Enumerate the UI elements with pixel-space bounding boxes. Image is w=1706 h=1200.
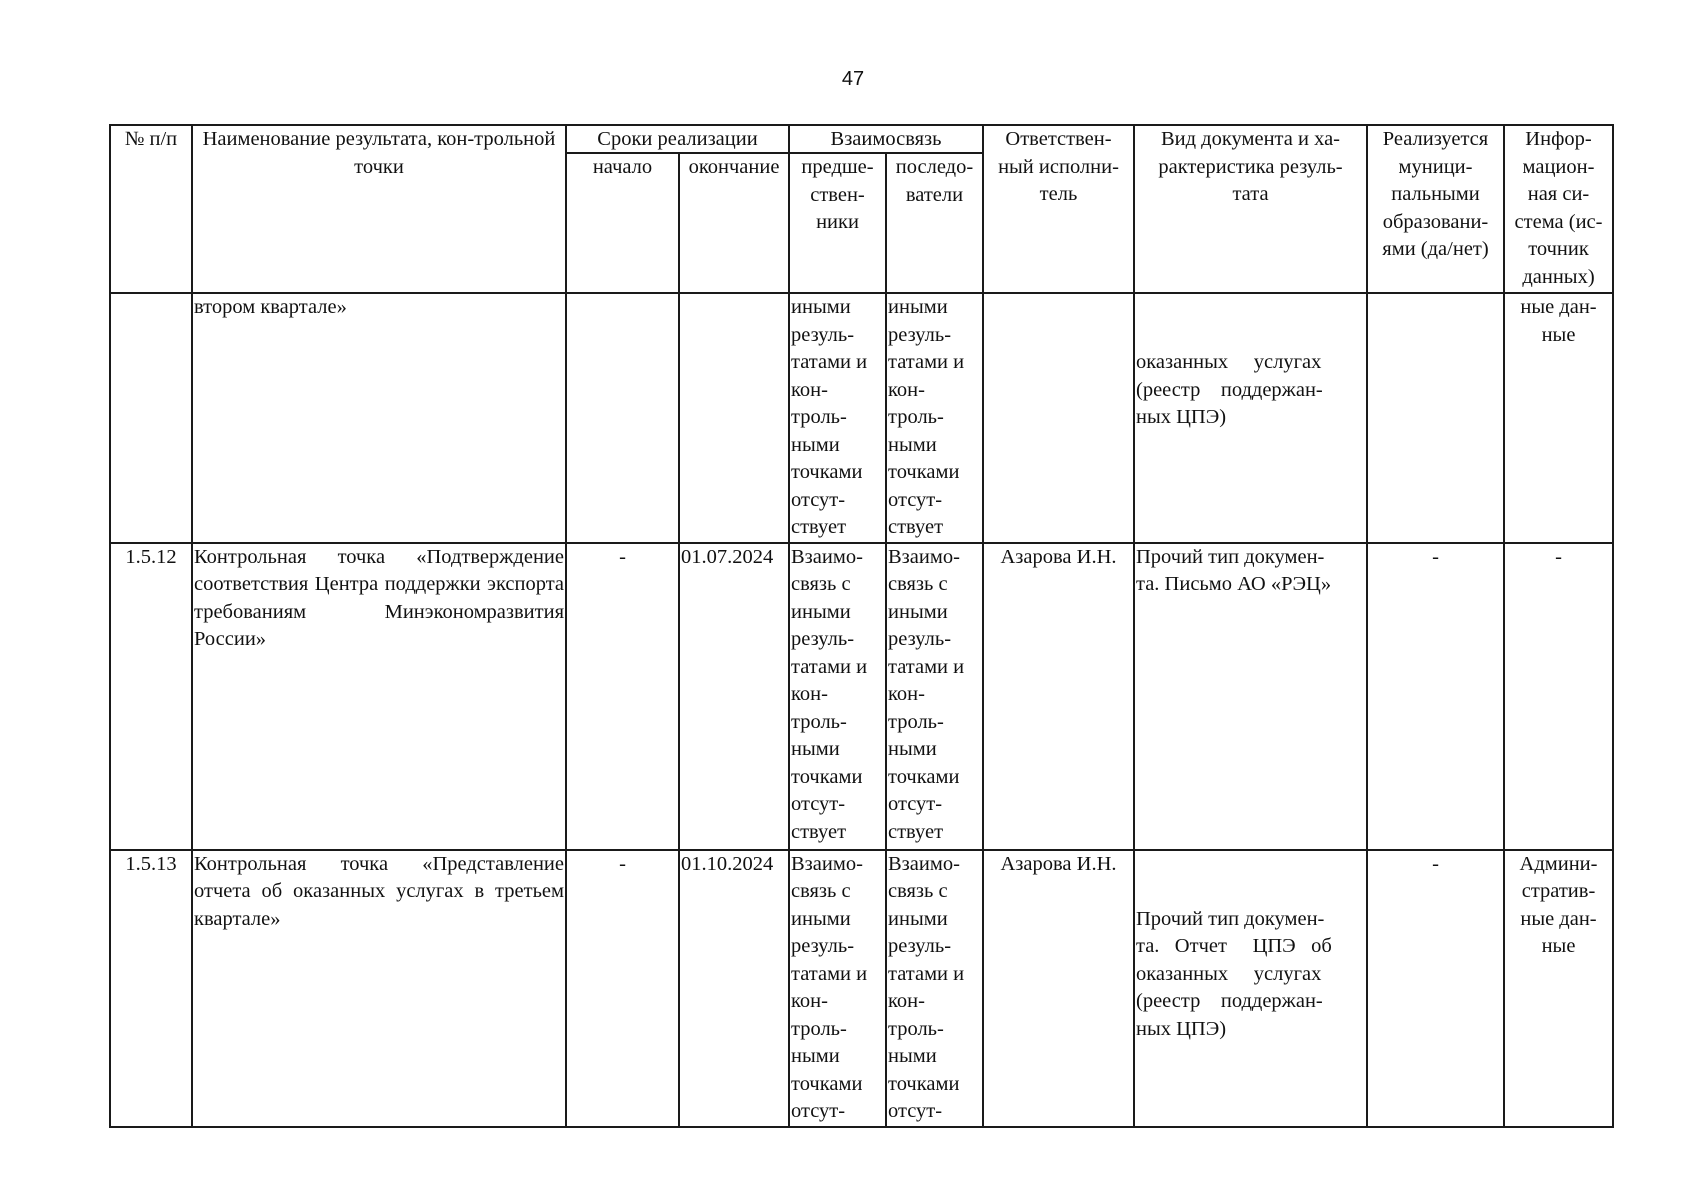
header-responsible: Ответствен- ный исполни- тель [983,125,1134,293]
row-name: Контрольная точка «Представление отчета об оказанных услугах в третьем квартале» [192,850,566,1127]
row-num: 1.5.12 [110,543,192,850]
row-end: 01.07.2024 [679,543,789,850]
table-row [110,850,1613,1127]
row-start [566,293,679,543]
header-doc-type: Вид документа и ха- рактеристика резуль- тата [1134,125,1367,293]
row-responsible: Азарова И.Н. [983,850,1134,1127]
header-successors: последо- ватели [886,153,983,293]
row-predecessors: Взаимо- связь с иными резуль- татами и кон- троль- ными точками отсут- [789,850,886,1127]
header-name: Наименование результата, кон-трольной точки [192,125,566,293]
table-row [110,543,1613,850]
header-end: окончание [679,153,789,293]
row-predecessors: Взаимо- связь с иными резуль- татами и кон- троль- ными точками отсут- ствует [789,543,886,850]
row-start: - [566,543,679,850]
row-successors: иными резуль- татами и кон- троль- ными точками отсут- ствует [886,293,983,543]
row-doc-type: Прочий тип докумен- та. Письмо АО «РЭЦ» [1134,543,1367,850]
row-end: 01.10.2024 [679,850,789,1127]
row-name: втором квартале» [192,293,566,543]
row-predecessors: иными резуль- татами и кон- троль- ными точками отсут- ствует [789,293,886,543]
header-num: № п/п [110,125,192,293]
row-num [110,293,192,543]
row-name: Контрольная точка «Подтверждение соответствия Центра поддержки экспорта требованиям Минэкономразвития России» [192,543,566,850]
row-doc-type: оказанных услугах (реестр поддержан- ных ЦПЭ) [1134,293,1367,543]
table-row [110,293,1613,543]
header-municipal: Реализуется муници- пальными образовани- ями (да/нет) [1367,125,1504,293]
row-info-system: - [1504,543,1613,850]
row-municipal: - [1367,543,1504,850]
row-info-system: ные дан- ные [1504,293,1613,543]
page-number: 47 [841,68,865,90]
row-end [679,293,789,543]
row-responsible [983,293,1134,543]
row-successors: Взаимо- связь с иными резуль- татами и кон- троль- ными точками отсут- ствует [886,543,983,850]
row-municipal: - [1367,850,1504,1127]
header-info-system: Инфор- мацион- ная си- стема (ис- точник данных) [1504,125,1613,293]
plan-table [109,124,1614,1128]
header-link-group: Взаимосвязь [789,125,983,153]
row-municipal [1367,293,1504,543]
header-predecessors: предше- ствен- ники [789,153,886,293]
header-start: начало [566,153,679,293]
header-terms-group: Сроки реализации [566,125,789,153]
row-responsible: Азарова И.Н. [983,543,1134,850]
row-info-system: Админи- стратив- ные дан- ные [1504,850,1613,1127]
row-successors: Взаимо- связь с иными резуль- татами и кон- троль- ными точками отсут- [886,850,983,1127]
row-num: 1.5.13 [110,850,192,1127]
row-start: - [566,850,679,1127]
row-doc-type: Прочий тип докумен- та. Отчет ЦПЭ об оказанных услугах (реестр поддержан- ных ЦПЭ) [1134,850,1367,1127]
